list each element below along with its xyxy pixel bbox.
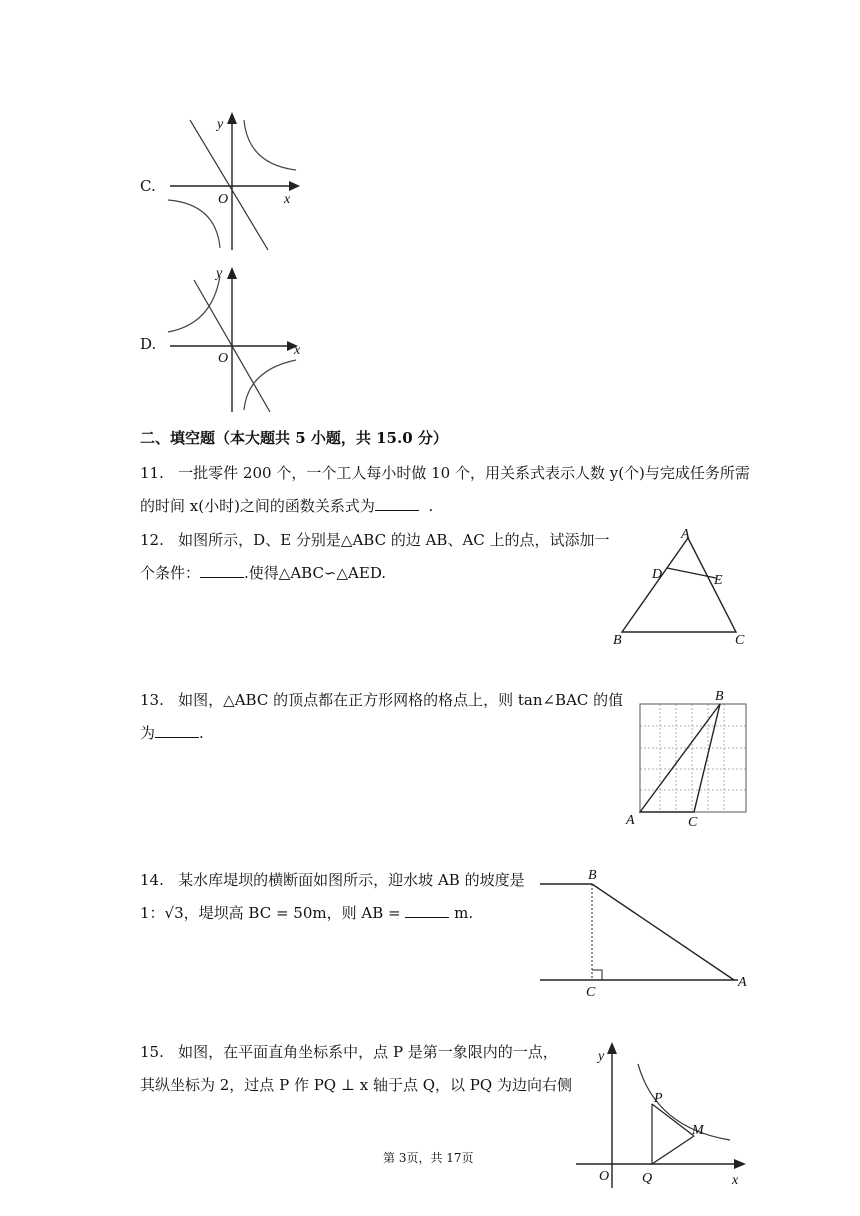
q14-line1 [140,870,525,890]
q12-label-d: D [652,567,663,582]
option-d-x-label: x [294,343,301,358]
q12-label-b: B [613,633,622,648]
q11-text-2: 的时间 x(小时)之间的函数关系式为 [140,497,375,515]
q15-label-o: O [599,1169,610,1184]
q15-label-x: x [732,1173,739,1188]
q13-label-b: B [715,689,724,704]
q15-label-y: y [598,1049,605,1064]
q12-label-e: E [714,573,723,588]
q15-line2 [140,1075,572,1095]
q12-line1 [140,530,610,550]
q13-line2 [140,723,204,743]
q11-line1 [140,463,750,483]
q12-number: 12. [140,531,164,549]
option-c-graph [160,108,310,258]
q12-line2 [140,563,386,583]
q13-answer-blank[interactable] [155,723,199,738]
q15-label-p: P [654,1091,663,1106]
option-d-label: D. [140,335,157,353]
q11-text: 一批零件 200 个，一个工人每小时做 10 个，用关系式表示人数 y(个)与完成任务所需 [178,464,750,482]
option-d-graph [160,262,310,417]
q12-triangle-figure [608,526,758,651]
q14-dam-figure [536,864,758,1000]
option-c-origin-label: O [218,192,229,207]
option-c-y-label: y [217,117,224,132]
q12-answer-blank[interactable] [200,563,244,578]
q14-answer-blank[interactable] [405,903,449,918]
q13-grid-figure [622,686,757,828]
q12-label-c: C [735,633,745,648]
q15-number: 15. [140,1043,164,1061]
option-d-y-label: y [216,266,223,281]
q13-text-2: 为 [140,724,156,742]
q14-number: 14. [140,871,164,889]
q15-text-2: 其纵坐标为 2，过点 P 作 PQ ⊥ x 轴于点 Q，以 PQ 为边向右侧 [140,1076,572,1094]
option-d-origin-label: O [218,351,229,366]
q15-label-m: M [692,1123,704,1138]
q11-period: . [428,497,434,515]
q15-coordinate-figure [572,1036,758,1196]
q14-text: 某水库堤坝的横断面如图所示，迎水坡 AB 的坡度是 [178,871,525,889]
q11-line2 [140,496,433,516]
q14-label-b: B [588,868,597,883]
q14-text-2: 1：√3，堤坝高 BC = 50m，则 AB = [140,904,401,922]
q13-number: 13. [140,691,164,709]
q14-label-a: A [738,975,747,990]
q11-number: 11. [140,464,164,482]
q13-period: . [199,724,204,742]
q12-text-3: .使得△ABC∽△AED. [244,564,387,582]
q13-line1 [140,690,623,710]
q14-unit: m. [454,904,474,922]
q15-text: 如图，在平面直角坐标系中，点 P 是第一象限内的一点， [178,1043,558,1061]
q14-line2 [140,903,473,923]
page-footer: 第 3页，共 17页 [383,1151,474,1165]
option-c-x-label: x [284,192,291,207]
q14-label-c: C [586,985,596,1000]
q11-answer-blank[interactable] [375,496,419,511]
q13-label-a: A [626,813,635,828]
q15-line1 [140,1042,558,1062]
q13-text: 如图，△ABC 的顶点都在正方形网格的格点上，则 tan∠BAC 的值 [178,691,624,709]
section-heading: 二、填空题（本大题共 5 小题，共 15.0 分） [140,429,448,447]
q12-label-a: A [681,527,690,542]
option-c-label: C. [140,177,156,195]
q15-label-q: Q [642,1171,653,1186]
q13-label-c: C [688,815,698,828]
q12-text-2: 个条件： [140,564,201,582]
q12-text: 如图所示，D、E 分别是△ABC 的边 AB、AC 上的点，试添加一 [178,531,610,549]
